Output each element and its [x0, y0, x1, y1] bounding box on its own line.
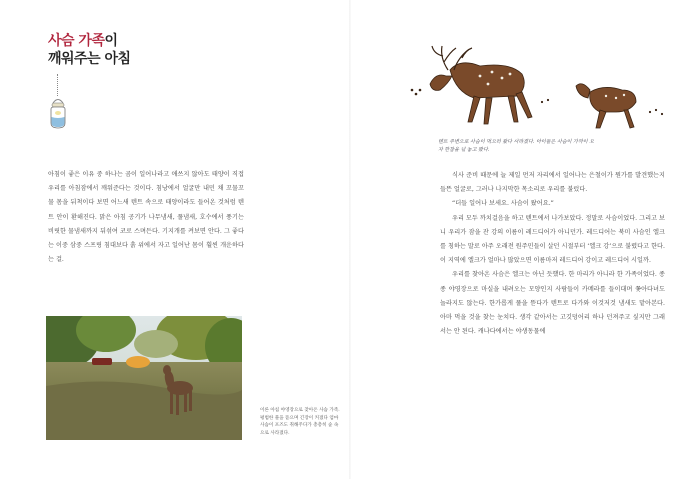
deer-illustration [410, 40, 680, 140]
right-body-text [440, 169, 665, 339]
campsite-deer-photo [46, 316, 242, 440]
right-paragraph: 식사 준비 때문에 늘 제일 먼저 자리에서 일어나는 은철이가 뭔가를 발견했는지 들뜬 얼굴로, 그러나 나지막한 목소리로 우리를 불렀다. [440, 172, 665, 194]
title-rest: 이 [104, 33, 118, 49]
title-highlight: 사슴 가족 [48, 33, 105, 49]
left-body-text [48, 168, 244, 267]
dotted-divider [57, 74, 59, 96]
left-paragraph: 아침이 좋은 이유 중 하나는 곰이 일어나라고 애쓰지 않아도 태양이 직접 우리를 아침잠에서 깨워준다는 것이다. 침낭에서 얼굴만 내민 채 꼬물꼬물 몸을 뒤척이다 보면 어느새 텐트 속으로 태양이라도 들어온 것처럼 텐트 안이 환해진다. 맑은 아침 공기가 나무냄새, 풀냄새, 호수에서 풍기는 비릿한 물냄새까지 뒤섞여 코로 스며든다. 기지개를 켜보면 안다. 그 좋다는 이중 삼중 스프링 침대보다 흙 위에서 자고 일어난 몸이 훨씬 개운하다는 걸. [48, 171, 244, 264]
right-paragraph: 우리를 찾아온 사슴은 엘크는 아닌 듯했다. 한 마리가 아니라 한 가족이었다. 종종 야영장으로 마실을 내려오는 모양인지 사람들이 카메라를 들이대며 쫓아다녀도 놀라지도 않는다. 한가롭게 풀을 뜯다가 텐트로 다가와 이것저것 냄새도 맡아본다. 아마 먹을 것을 찾는 눈치다. 생각 같아서는 고깃덩어리 하나 던져주고 싶지만 그래서는 안 된다. 캐나다에서는 야생동물에 [440, 271, 665, 336]
right-paragraph: 우리 모두 까치걸음을 하고 텐트에서 나가보았다. 정말로 사슴이었다. 그리고 보니 우리가 잠을 잔 강의 이름이 레드디어가 아니던가. 레드디어는 북미 사슴인 엘크를 칭하는 말로 아주 오래전 원주민들이 살던 시절부터 ‘엘크 강’으로 불렸다고 한다. 이 지역에 엘크가 얼마나 많았으면 이름마저 레드디어 강이고 레드디어 시일까. [440, 214, 665, 265]
handwritten-note: 텐트 주변으로 사슴이 먹으러 왔다 사라졌다. 아이들은 사슴이 가까이 오자 한참을 넋 놓고 봤다. [438, 139, 594, 153]
photo-caption: 이른 아침 야영장으로 찾아온 사슴 가족. 평범한 풀을 뜯으며 긴장이 커졌다 엄마 사슴이 포즈도 취해주다가 총총히 숲 속으로 사라졌다. [260, 408, 340, 436]
water-jar-icon [48, 95, 68, 131]
chapter-title [48, 32, 131, 68]
right-paragraph: “더들 일어나 보세요. 사슴이 왔어요.” [452, 200, 554, 208]
title-line-2: 깨워주는 아침 [48, 51, 131, 67]
page-gutter [349, 0, 351, 479]
